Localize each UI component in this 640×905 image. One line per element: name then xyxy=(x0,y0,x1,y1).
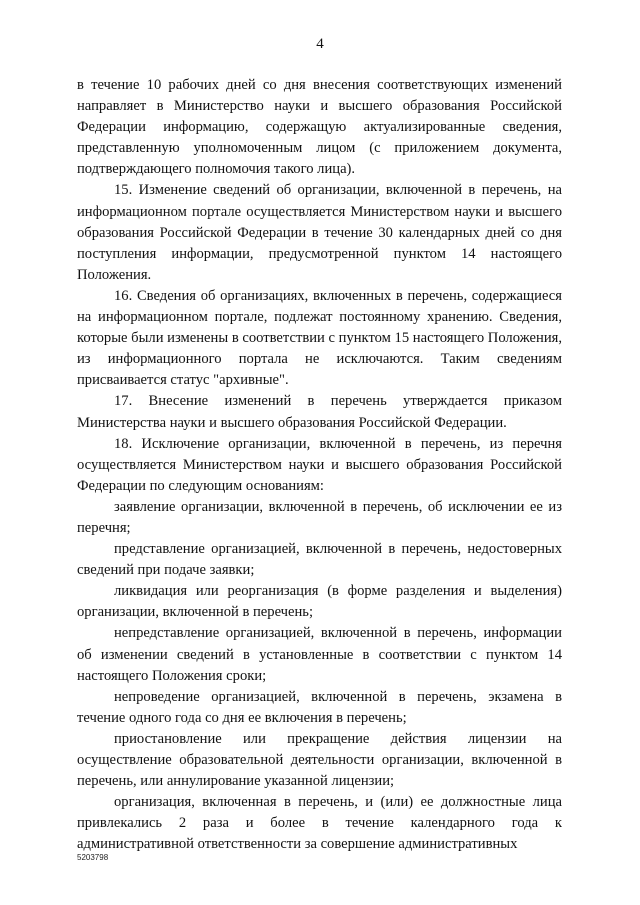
ground-item: организация, включенная в перечень, и (или) ее должностные лица привлекались 2 раза и более в течение календарного года к административной ответственности за совершение административных xyxy=(77,794,562,853)
ground-item: представление организацией, включенной в перечень, недостоверных сведений при подаче заявки; xyxy=(77,541,562,579)
ground-item: приостановление или прекращение действия лицензии на осуществление образовательной деятельности организации, включенной в перечень, или аннулирование указанной лицензии; xyxy=(77,730,562,790)
document-code: 5203798 xyxy=(77,853,109,862)
document-body xyxy=(77,75,562,855)
paragraph-15: 15. Изменение сведений об организации, включенной в перечень, на информационном портале осуществляется Министерством науки и высшего образования Российской Федерации в течение 30 календарных дней со дня поступления информации, предусмотренной пунктом 14 настоящего Положения. xyxy=(77,182,562,283)
page-number: 4 xyxy=(316,36,324,52)
paragraph-18: 18. Исключение организации, включенной в перечень, из перечня осуществляется Министерством науки и высшего образования Российской Федерации по следующим основаниям: xyxy=(77,435,562,494)
paragraph-17: 17. Внесение изменений в перечень утверждается приказом Министерства науки и высшего образования Российской Федерации. xyxy=(77,393,562,431)
paragraph-16: 16. Сведения об организациях, включенных в перечень, содержащиеся на информационном портале, подлежат постоянному хранению. Сведения, которые были изменены в соответствии с пунктом 15 настоящего Положения, из информационного портала не исключаются. Таким сведениям присваивается статус "архивные". xyxy=(77,287,562,389)
ground-item: непроведение организацией, включенной в перечень, экзамена в течение одного года со дня ее включения в перечень; xyxy=(77,688,562,726)
ground-item: непредставление организацией, включенной в перечень, информации об изменении сведений в установленные в соответствии с пунктом 14 настоящего Положения сроки; xyxy=(77,625,562,684)
ground-item: ликвидация или реорганизация (в форме разделения и выделения) организации, включенной в перечень; xyxy=(77,583,562,621)
paragraph-continuation: в течение 10 рабочих дней со дня внесения соответствующих изменений направляет в Министерство науки и высшего образования Российской Федерации информацию, содержащую актуализированные сведения, представленную уполномоченным лицом (с приложением документа, подтверждающего полномочия такого лица). xyxy=(77,77,562,178)
ground-item: заявление организации, включенной в перечень, об исключении ее из перечня; xyxy=(77,498,562,536)
